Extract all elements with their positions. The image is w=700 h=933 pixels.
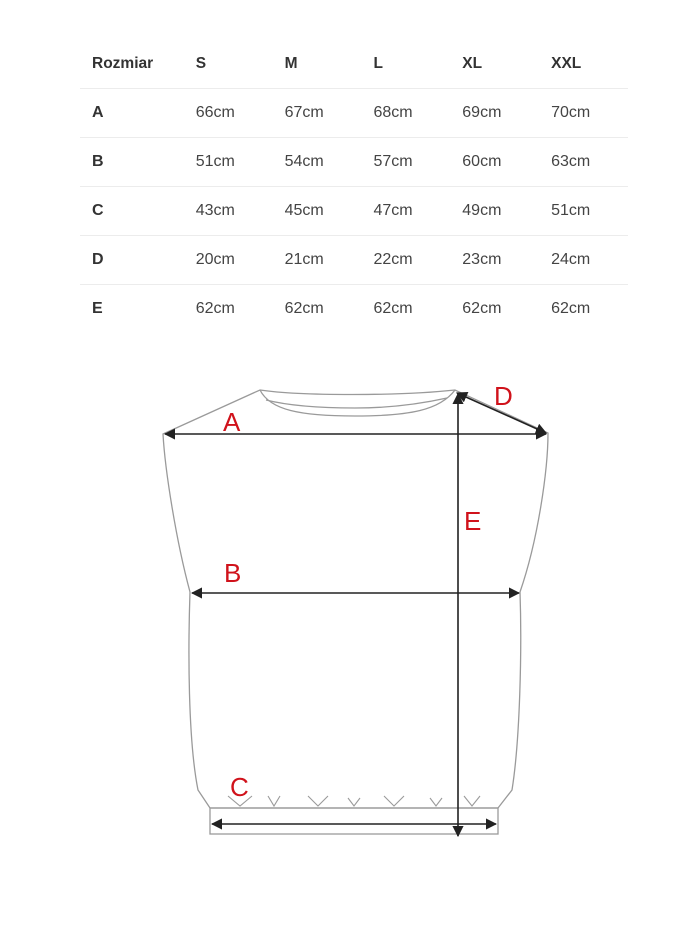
table-cell: 22cm <box>361 236 450 285</box>
table-cell: 45cm <box>273 187 362 236</box>
table-cell: 62cm <box>462 300 502 317</box>
header-size-xxl: XXL <box>539 40 628 89</box>
row-label: C <box>80 187 184 236</box>
table-cell: 51cm <box>539 187 628 236</box>
label-b: B <box>224 558 242 588</box>
label-c: C <box>230 772 249 802</box>
table-cell: 51cm <box>184 138 273 187</box>
header-size-m: M <box>273 40 362 89</box>
header-size-s: S <box>184 40 273 89</box>
table-row <box>80 285 628 334</box>
measurement-arrows <box>165 393 546 836</box>
table-cell: 62cm <box>284 300 324 317</box>
header-size-l: L <box>361 40 450 89</box>
header-size-xl: XL <box>450 40 539 89</box>
table-cell: 70cm <box>539 89 628 138</box>
table-header-row <box>80 40 628 89</box>
table-cell: 57cm <box>361 138 450 187</box>
label-e: E <box>464 506 482 536</box>
table-row <box>80 138 628 187</box>
header-size-label: Rozmiar <box>80 40 184 89</box>
table-cell: 49cm <box>450 187 539 236</box>
table-row <box>80 187 628 236</box>
table-row <box>80 89 628 138</box>
shirt-outline <box>163 390 548 834</box>
table-cell: 62cm <box>551 300 591 317</box>
size-chart-table <box>80 40 628 333</box>
table-cell: 20cm <box>184 236 273 285</box>
table-cell: 54cm <box>273 138 362 187</box>
table-cell: 60cm <box>450 138 539 187</box>
table-row <box>80 236 628 285</box>
row-label: D <box>80 236 184 285</box>
table-cell: 23cm <box>450 236 539 285</box>
table-cell: 24cm <box>539 236 628 285</box>
table-cell: 66cm <box>184 89 273 138</box>
shirt-measurement-diagram <box>0 355 700 875</box>
table-cell: 47cm <box>361 187 450 236</box>
hem-stitch-marks <box>228 796 480 806</box>
row-label: A <box>80 89 184 138</box>
table-cell: 67cm <box>273 89 362 138</box>
table-cell: 43cm <box>184 187 273 236</box>
table-cell: 69cm <box>450 89 539 138</box>
label-d: D <box>494 381 513 411</box>
table-cell: 63cm <box>539 138 628 187</box>
table-cell: 68cm <box>361 89 450 138</box>
table-cell: 21cm <box>273 236 362 285</box>
label-a: A <box>223 407 241 437</box>
table-cell: 62cm <box>195 300 235 317</box>
table-cell: 62cm <box>373 300 413 317</box>
row-label: E <box>92 300 103 317</box>
row-label: B <box>80 138 184 187</box>
